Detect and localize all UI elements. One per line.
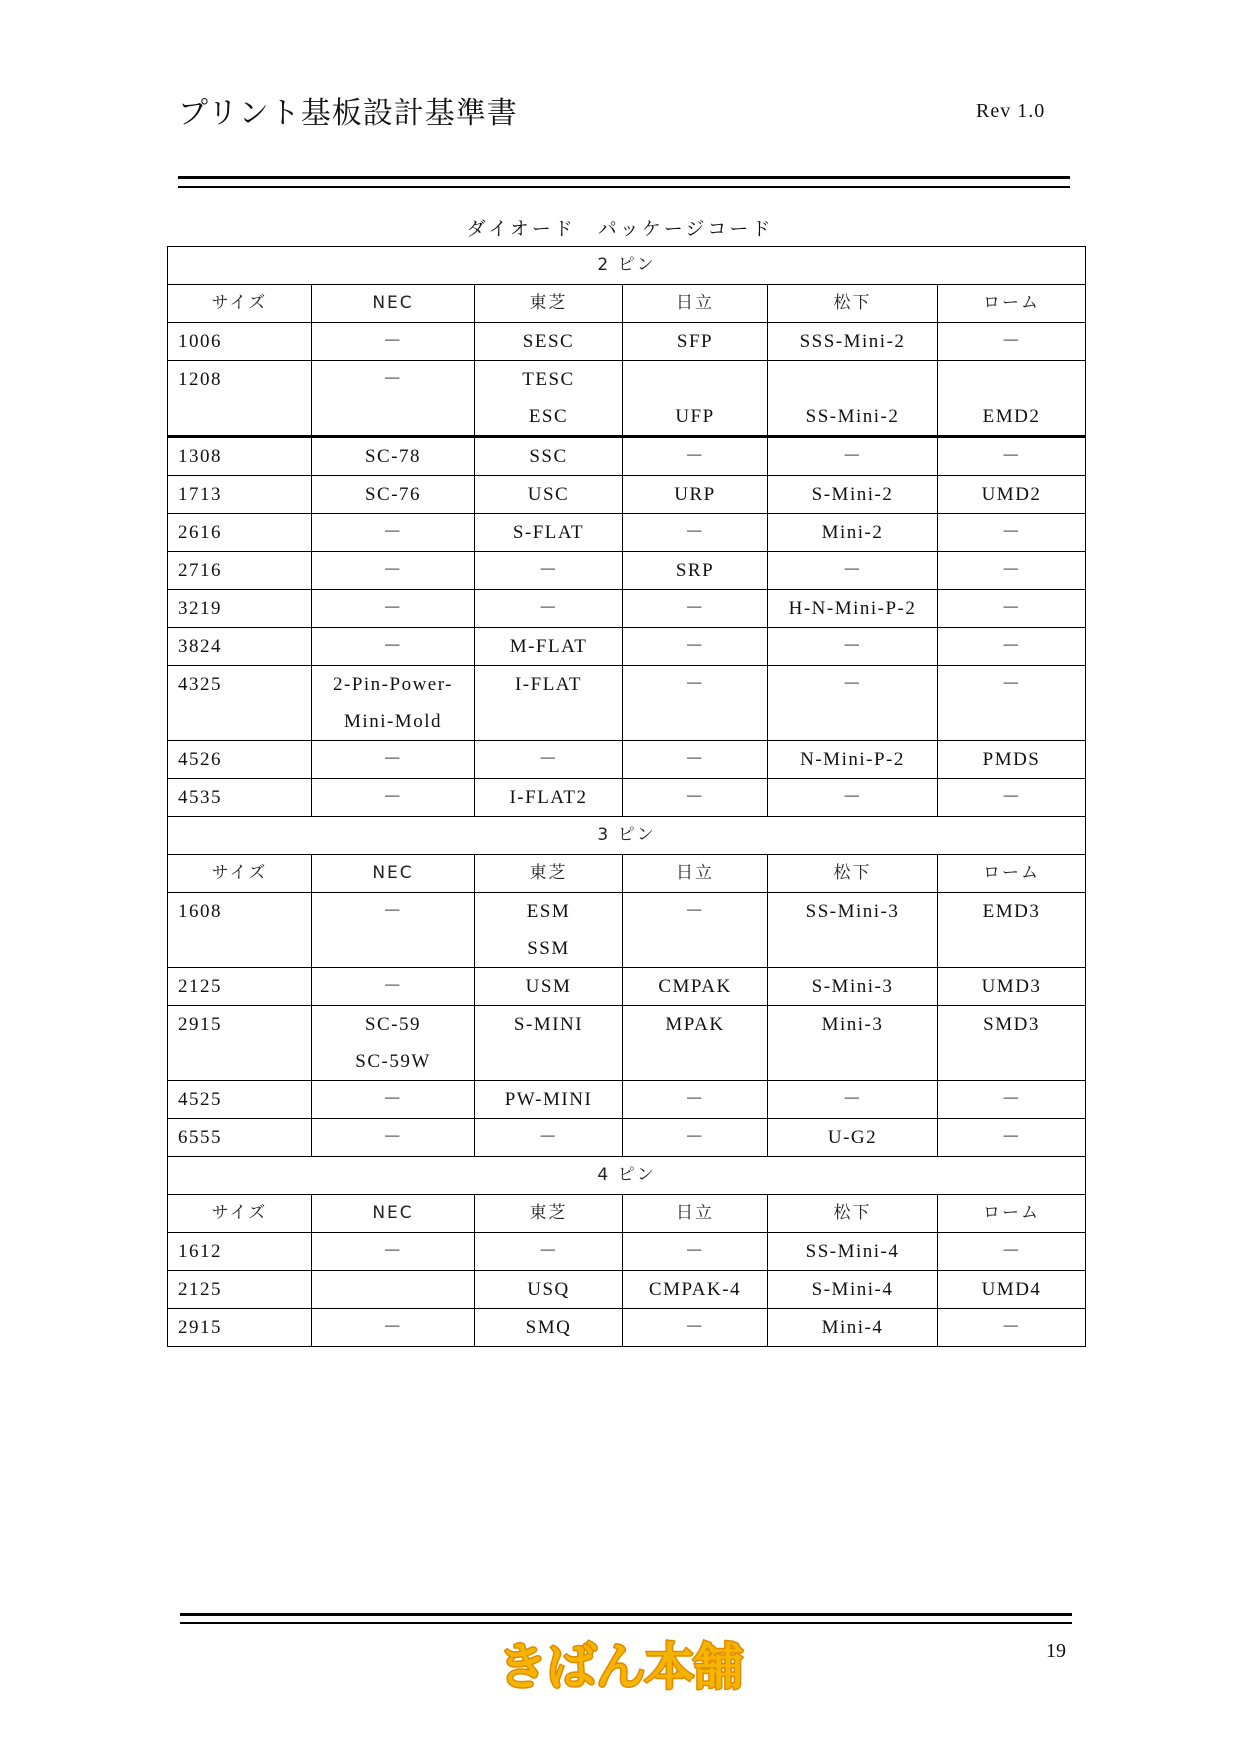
pin-group-label: 2 ピン: [168, 247, 1086, 285]
nec-cell: [312, 1119, 475, 1157]
cell-line: －: [1001, 1127, 1022, 1148]
column-header: 東芝: [475, 1195, 623, 1233]
hitachi-cell: [623, 437, 768, 476]
table-row: [168, 590, 1086, 628]
toshiba-cell: [475, 893, 623, 968]
toshiba-cell: [475, 514, 623, 552]
column-header: ローム: [938, 1195, 1086, 1233]
cell-line: －: [382, 1127, 404, 1148]
rohm-cell: [938, 779, 1086, 817]
cell-line: －: [382, 331, 404, 352]
footer-rule: [180, 1622, 1072, 1624]
cell-line: －: [1001, 1317, 1022, 1338]
rohm-cell: [938, 590, 1086, 628]
rohm-cell: [938, 893, 1086, 968]
hitachi-cell: [623, 514, 768, 552]
size-cell: 4526: [168, 741, 312, 779]
nec-cell: [312, 361, 475, 437]
cell-line: －: [684, 446, 706, 467]
cell-line: UFP: [675, 406, 715, 427]
cell-line: UMD2: [981, 484, 1042, 505]
nec-cell: [312, 1271, 475, 1309]
toshiba-cell: [475, 323, 623, 361]
nec-cell: [312, 893, 475, 968]
revision-label: Rev 1.0: [976, 100, 1046, 122]
nec-cell: [312, 1233, 475, 1271]
toshiba-cell: [475, 666, 623, 741]
cell-line: USM: [525, 976, 572, 997]
table-row: [168, 1233, 1086, 1271]
cell-line: CMPAK: [658, 976, 732, 997]
toshiba-cell: [475, 1081, 623, 1119]
nec-cell: [312, 666, 475, 741]
nec-cell: [312, 1309, 475, 1347]
column-header: 松下: [768, 855, 938, 893]
cell-line: －: [1001, 1241, 1022, 1262]
column-header: 東芝: [475, 855, 623, 893]
cell-line: SSC: [529, 446, 568, 467]
nec-cell: [312, 514, 475, 552]
cell-line: S-Mini-3: [811, 976, 894, 997]
cell-line: [778, 361, 927, 398]
matsushita-cell: [768, 741, 938, 779]
cell-line: －: [684, 522, 706, 543]
toshiba-cell: [475, 1233, 623, 1271]
toshiba-cell: [475, 1119, 623, 1157]
cell-line: －: [382, 901, 404, 922]
cell-line: －: [382, 976, 404, 997]
table-row: [168, 552, 1086, 590]
matsushita-cell: [768, 437, 938, 476]
rohm-cell: [938, 1233, 1086, 1271]
column-header-row: [168, 855, 1086, 893]
cell-line: －: [1001, 560, 1022, 581]
column-header: NEC: [312, 855, 475, 893]
header-rule: [178, 186, 1070, 188]
matsushita-cell: [768, 323, 938, 361]
cell-line: －: [684, 749, 706, 770]
column-header: NEC: [312, 1195, 475, 1233]
size-cell: 2716: [168, 552, 312, 590]
cell-line: MPAK: [665, 1014, 725, 1035]
matsushita-cell: [768, 1081, 938, 1119]
document-title: プリント基板設計基準書: [178, 96, 518, 131]
matsushita-cell: [768, 1309, 938, 1347]
table-row: [168, 779, 1086, 817]
cell-line: S-FLAT: [512, 522, 585, 543]
column-header: 日立: [623, 285, 768, 323]
cell-line: SSM: [527, 938, 570, 959]
cell-line: －: [1001, 1089, 1022, 1110]
cell-line: －: [842, 446, 863, 467]
nec-cell: [312, 590, 475, 628]
size-cell: 2616: [168, 514, 312, 552]
cell-line: －: [684, 674, 706, 695]
cell-line: SS-Mini-3: [805, 901, 900, 922]
cell-line: Mini-Mold: [344, 711, 442, 732]
rohm-cell: [938, 666, 1086, 741]
hitachi-cell: [623, 1271, 768, 1309]
cell-line: SC-59: [364, 1014, 422, 1035]
cell-line: USC: [527, 484, 570, 505]
table-caption: ダイオード パッケージコード: [466, 218, 774, 240]
column-header: サイズ: [168, 1195, 312, 1233]
cell-line: －: [1001, 636, 1022, 657]
cell-line: －: [842, 787, 863, 808]
cell-line: －: [1001, 446, 1022, 467]
cell-line: N-Mini-P-2: [800, 749, 905, 770]
cell-line: －: [1001, 598, 1022, 619]
cell-line: SRP: [675, 560, 715, 581]
nec-cell: [312, 1006, 475, 1081]
cell-line: I-FLAT2: [509, 787, 588, 808]
size-cell: 6555: [168, 1119, 312, 1157]
cell-line: SMQ: [525, 1317, 572, 1338]
nec-cell: [312, 437, 475, 476]
cell-line: －: [842, 636, 863, 657]
size-cell: 3824: [168, 628, 312, 666]
cell-line: －: [684, 636, 706, 657]
cell-line: －: [842, 674, 863, 695]
nec-cell: [312, 968, 475, 1006]
cell-line: －: [1001, 522, 1022, 543]
table-row: [168, 437, 1086, 476]
pin-group-row: [168, 1157, 1086, 1195]
table-row: [168, 893, 1086, 968]
column-header: 東芝: [475, 285, 623, 323]
cell-line: SESC: [522, 331, 575, 352]
nec-cell: [312, 741, 475, 779]
cell-line: ESC: [528, 406, 569, 427]
cell-line: ESM: [526, 901, 571, 922]
matsushita-cell: [768, 476, 938, 514]
rohm-cell: [938, 1271, 1086, 1309]
cell-line: －: [538, 560, 559, 581]
column-header: 日立: [623, 1195, 768, 1233]
table-row: [168, 323, 1086, 361]
table-row: [168, 1309, 1086, 1347]
footer-rule: [180, 1613, 1072, 1616]
cell-line: EMD3: [982, 901, 1041, 922]
header-rule: [178, 176, 1070, 179]
column-header: サイズ: [168, 285, 312, 323]
page-number: 19: [1046, 1640, 1066, 1662]
cell-line: SMD3: [983, 1014, 1040, 1035]
column-header-row: [168, 1195, 1086, 1233]
hitachi-cell: [623, 1233, 768, 1271]
cell-line: I-FLAT: [514, 674, 583, 695]
column-header: ローム: [938, 855, 1086, 893]
cell-line: －: [382, 1089, 404, 1110]
cell-line: －: [382, 787, 404, 808]
cell-line: SC-76: [364, 484, 422, 505]
matsushita-cell: [768, 893, 938, 968]
toshiba-cell: [475, 361, 623, 437]
toshiba-cell: [475, 552, 623, 590]
cell-line: －: [538, 1127, 559, 1148]
nec-cell: [312, 1081, 475, 1119]
nec-cell: [312, 779, 475, 817]
size-cell: 1308: [168, 437, 312, 476]
cell-line: －: [684, 1127, 706, 1148]
table-row: [168, 514, 1086, 552]
cell-line: SC-59W: [355, 1051, 431, 1072]
cell-line: －: [1001, 787, 1022, 808]
rohm-cell: [938, 514, 1086, 552]
toshiba-cell: [475, 968, 623, 1006]
table-row: [168, 741, 1086, 779]
cell-line: －: [684, 787, 706, 808]
toshiba-cell: [475, 1006, 623, 1081]
nec-cell: [312, 323, 475, 361]
hitachi-cell: [623, 361, 768, 437]
table-row: [168, 628, 1086, 666]
nec-cell: [312, 552, 475, 590]
cell-line: SC-78: [364, 446, 422, 467]
cell-line: EMD2: [982, 406, 1041, 427]
toshiba-cell: [475, 590, 623, 628]
table-row: [168, 1271, 1086, 1309]
rohm-cell: [938, 1006, 1086, 1081]
cell-line: SSS-Mini-2: [799, 331, 906, 352]
cell-line: －: [382, 598, 404, 619]
size-cell: 1713: [168, 476, 312, 514]
matsushita-cell: [768, 628, 938, 666]
table-row: [168, 968, 1086, 1006]
matsushita-cell: [768, 968, 938, 1006]
rohm-cell: [938, 361, 1086, 437]
size-cell: 3219: [168, 590, 312, 628]
pin-group-label: 3 ピン: [168, 817, 1086, 855]
cell-line: －: [684, 598, 706, 619]
size-cell: 1608: [168, 893, 312, 968]
table-row: [168, 476, 1086, 514]
column-header: NEC: [312, 285, 475, 323]
rohm-cell: [938, 628, 1086, 666]
hitachi-cell: [623, 779, 768, 817]
rohm-cell: [938, 968, 1086, 1006]
nec-cell: [312, 476, 475, 514]
hitachi-cell: [623, 1006, 768, 1081]
column-header: ローム: [938, 285, 1086, 323]
hitachi-cell: [623, 323, 768, 361]
cell-line: －: [684, 1089, 706, 1110]
rohm-cell: [938, 552, 1086, 590]
cell-line: SS-Mini-4: [805, 1241, 900, 1262]
hitachi-cell: [623, 893, 768, 968]
size-cell: 1006: [168, 323, 312, 361]
size-cell: 4525: [168, 1081, 312, 1119]
cell-line: －: [382, 749, 404, 770]
hitachi-cell: [623, 1119, 768, 1157]
size-cell: 4325: [168, 666, 312, 741]
rohm-cell: [938, 476, 1086, 514]
toshiba-cell: [475, 779, 623, 817]
kiban-honpo-logo: [480, 1630, 760, 1700]
hitachi-cell: [623, 1309, 768, 1347]
matsushita-cell: [768, 779, 938, 817]
size-cell: 1208: [168, 361, 312, 437]
rohm-cell: [938, 437, 1086, 476]
cell-line: －: [538, 598, 559, 619]
toshiba-cell: [475, 1309, 623, 1347]
toshiba-cell: [475, 437, 623, 476]
matsushita-cell: [768, 1006, 938, 1081]
hitachi-cell: [623, 666, 768, 741]
cell-line: －: [684, 1317, 706, 1338]
rohm-cell: [938, 1119, 1086, 1157]
size-cell: 2125: [168, 968, 312, 1006]
cell-line: Mini-3: [821, 1014, 884, 1035]
nec-cell: [312, 628, 475, 666]
cell-line: －: [382, 522, 404, 543]
package-code-table: [167, 246, 1086, 1347]
cell-line: －: [684, 901, 706, 922]
column-header: サイズ: [168, 855, 312, 893]
svg-text:きばん本舗: きばん本舗: [497, 1638, 743, 1696]
rohm-cell: [938, 741, 1086, 779]
cell-line: －: [382, 1241, 404, 1262]
cell-line: M-FLAT: [509, 636, 588, 657]
rohm-cell: [938, 1309, 1086, 1347]
cell-line: SFP: [676, 331, 714, 352]
matsushita-cell: [768, 1271, 938, 1309]
cell-line: －: [382, 369, 404, 390]
cell-line: [322, 1271, 464, 1308]
matsushita-cell: [768, 514, 938, 552]
matsushita-cell: [768, 1233, 938, 1271]
cell-line: S-Mini-2: [811, 484, 894, 505]
column-header: 松下: [768, 285, 938, 323]
cell-line: －: [538, 1241, 559, 1262]
size-cell: 2915: [168, 1006, 312, 1081]
toshiba-cell: [475, 741, 623, 779]
toshiba-cell: [475, 476, 623, 514]
cell-line: －: [842, 560, 863, 581]
matsushita-cell: [768, 590, 938, 628]
table-row: [168, 666, 1086, 741]
pin-group-label: 4 ピン: [168, 1157, 1086, 1195]
pin-group-row: [168, 247, 1086, 285]
cell-line: －: [1001, 331, 1022, 352]
rohm-cell: [938, 1081, 1086, 1119]
hitachi-cell: [623, 590, 768, 628]
table-row: [168, 1081, 1086, 1119]
cell-line: USQ: [527, 1279, 570, 1300]
table-row: [168, 361, 1086, 437]
size-cell: 2125: [168, 1271, 312, 1309]
cell-line: URP: [674, 484, 716, 505]
cell-line: [633, 361, 757, 398]
cell-line: UMD3: [981, 976, 1042, 997]
cell-line: SS-Mini-2: [805, 406, 900, 427]
cell-line: TESC: [522, 369, 575, 390]
cell-line: CMPAK-4: [648, 1279, 742, 1300]
cell-line: －: [382, 636, 404, 657]
cell-line: 2-Pin-Power-: [333, 674, 453, 695]
rohm-cell: [938, 323, 1086, 361]
matsushita-cell: [768, 1119, 938, 1157]
hitachi-cell: [623, 476, 768, 514]
cell-line: [948, 361, 1075, 398]
cell-line: UMD4: [981, 1279, 1042, 1300]
cell-line: U-G2: [827, 1127, 878, 1148]
toshiba-cell: [475, 628, 623, 666]
pin-group-row: [168, 817, 1086, 855]
cell-line: －: [1001, 674, 1022, 695]
size-cell: 2915: [168, 1309, 312, 1347]
cell-line: Mini-4: [821, 1317, 884, 1338]
matsushita-cell: [768, 361, 938, 437]
hitachi-cell: [623, 741, 768, 779]
cell-line: Mini-2: [821, 522, 884, 543]
cell-line: PMDS: [982, 749, 1041, 770]
size-cell: 4535: [168, 779, 312, 817]
column-header: 松下: [768, 1195, 938, 1233]
size-cell: 1612: [168, 1233, 312, 1271]
cell-line: S-Mini-4: [811, 1279, 894, 1300]
cell-line: －: [842, 1089, 863, 1110]
table-row: [168, 1119, 1086, 1157]
hitachi-cell: [623, 628, 768, 666]
table-row: [168, 1006, 1086, 1081]
toshiba-cell: [475, 1271, 623, 1309]
column-header: 日立: [623, 855, 768, 893]
cell-line: S-MINI: [513, 1014, 584, 1035]
cell-line: PW-MINI: [504, 1089, 593, 1110]
matsushita-cell: [768, 666, 938, 741]
cell-line: －: [538, 749, 559, 770]
hitachi-cell: [623, 552, 768, 590]
cell-line: －: [382, 1317, 404, 1338]
cell-line: H-N-Mini-P-2: [788, 598, 917, 619]
matsushita-cell: [768, 552, 938, 590]
hitachi-cell: [623, 968, 768, 1006]
column-header-row: [168, 285, 1086, 323]
hitachi-cell: [623, 1081, 768, 1119]
cell-line: －: [684, 1241, 706, 1262]
cell-line: －: [382, 560, 404, 581]
